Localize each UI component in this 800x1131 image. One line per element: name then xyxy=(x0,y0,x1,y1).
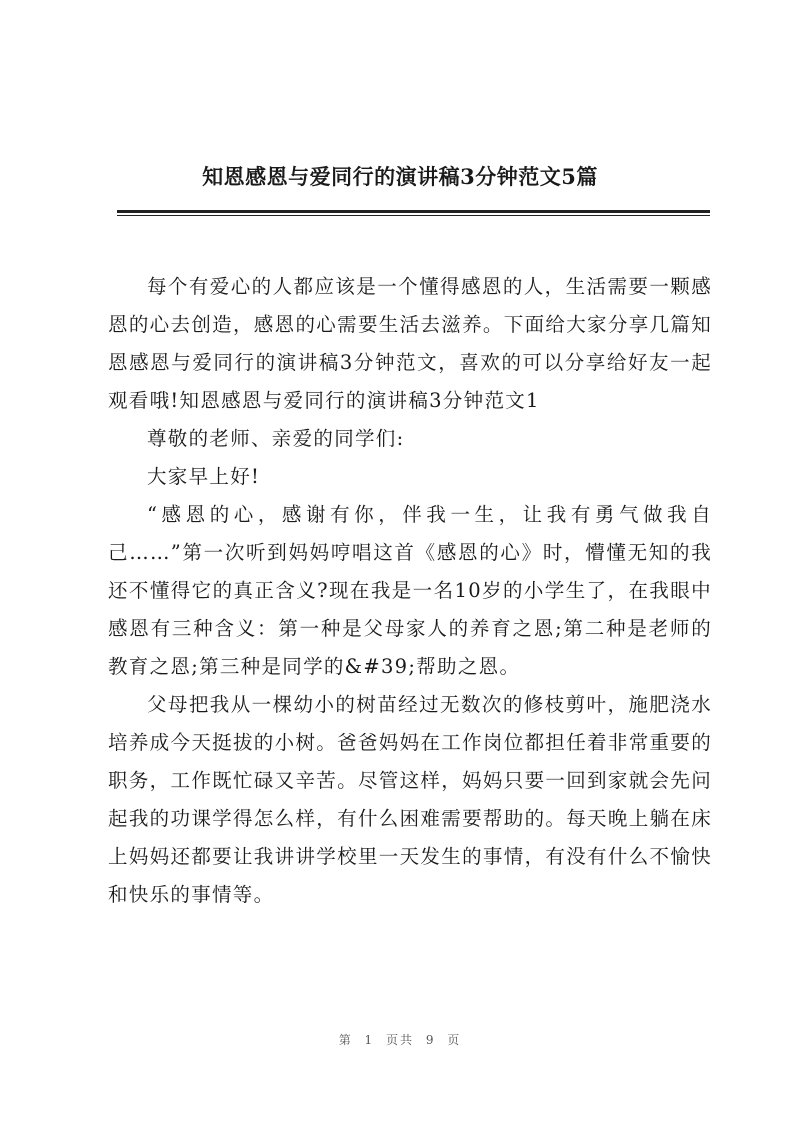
page-number-footer: 第 1 页共 9 页 xyxy=(338,1033,462,1047)
title-divider-thick xyxy=(117,210,710,213)
paragraph-greeting-morning: 大家早上好! xyxy=(147,465,261,488)
paragraph-greeting-audience: 尊敬的老师、亲爱的同学们: xyxy=(147,427,405,450)
paragraph-gratitude-meaning: “感恩的心，感谢有你，伴我一生，让我有勇气做我自己……”第一次听到妈妈哼唱这首《感恩的心》时，懵懂无知的我还不懂得它的真正含义?现在我是一名10岁的小学生了，在我眼中感恩有三种含义：第一种是父母家人的养育之恩;第二种是老师的教育之恩;第三种是同学的&#39;帮助之恩。 xyxy=(108,503,712,678)
paragraph-intro: 每个有爱心的人都应该是一个懂得感恩的人，生活需要一颗感恩的心去创造，感恩的心需要生活去滋养。下面给大家分享几篇知恩感恩与爱同行的演讲稿3分钟范文，喜欢的可以分享给好友一起观看哦!知恩感恩与爱同行的演讲稿3分钟范文1 xyxy=(108,275,712,412)
document-title: 知恩感恩与爱同行的演讲稿3分钟范文5篇 xyxy=(202,164,598,189)
title-divider-thin xyxy=(117,215,710,216)
paragraph-parents: 父母把我从一棵幼小的树苗经过无数次的修枝剪叶，施肥浇水培养成今天挺拔的小树。爸爸妈妈在工作岗位都担任着非常重要的职务，工作既忙碌又辛苦。尽管这样，妈妈只要一回到家就会先问起我的功课学得怎么样，有什么困难需要帮助的。每天晚上躺在床上妈妈还都要让我讲讲学校里一天发生的事情，有没有什么不愉快和快乐的事情等。 xyxy=(108,693,712,906)
document-body xyxy=(108,268,712,914)
